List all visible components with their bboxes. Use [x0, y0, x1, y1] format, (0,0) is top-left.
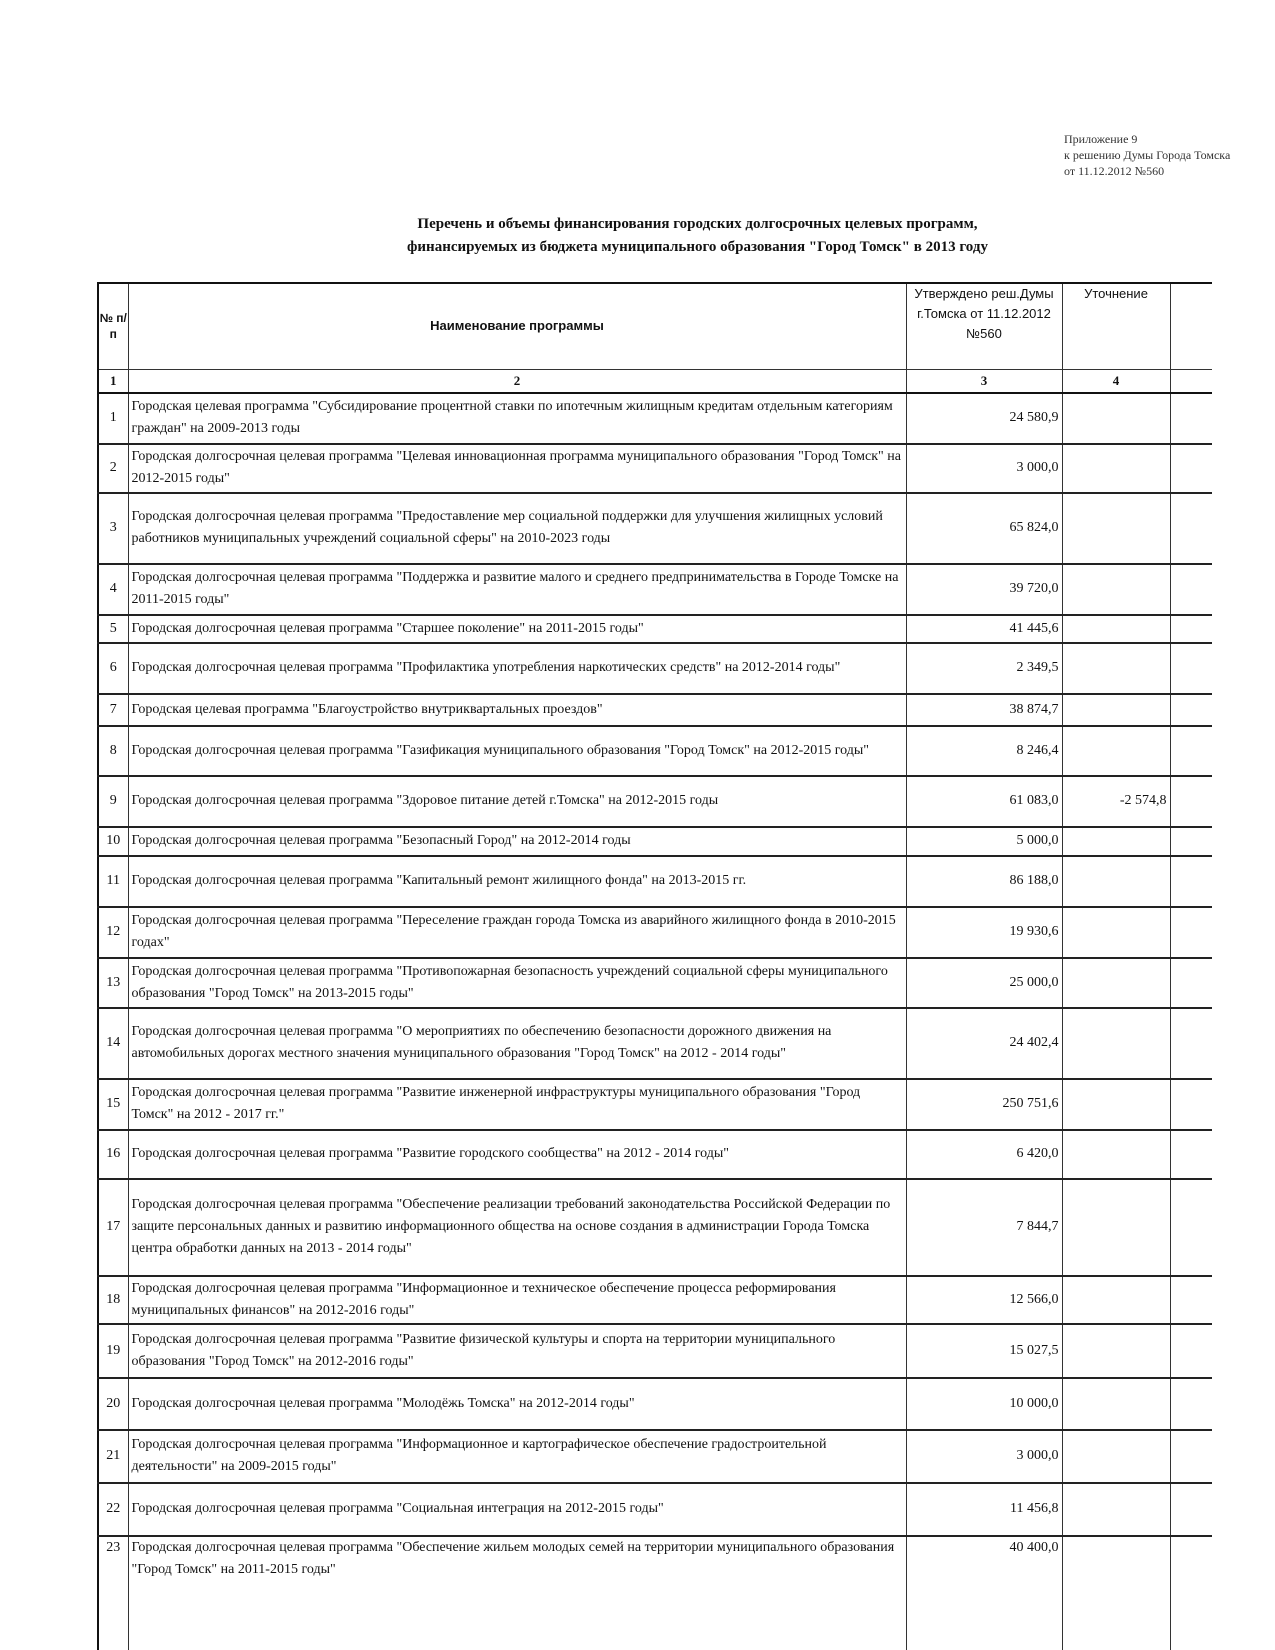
column-number: 3 — [906, 369, 1062, 393]
row-number: 2 — [98, 444, 128, 493]
table-row — [98, 1008, 1212, 1079]
header-approved: Утверждено реш.Думы г.Томска от 11.12.2012 №560 — [906, 283, 1062, 369]
extra-cell — [1170, 856, 1212, 907]
program-name: Городская долгосрочная целевая программа "Обеспечение жильем молодых семей на территории муниципального образования "Город Томск" на 2011-2015 годы" — [128, 1536, 906, 1650]
header-change: Уточнение — [1062, 283, 1170, 369]
program-name: Городская долгосрочная целевая программа "Развитие физической культуры и спорта на территории муниципального образования "Город Томск" на 2012-2016 годы" — [128, 1324, 906, 1378]
change-amount — [1062, 493, 1170, 564]
table-row — [98, 444, 1212, 493]
header-extra — [1170, 283, 1212, 369]
extra-cell — [1170, 493, 1212, 564]
header-number: № п/п — [98, 283, 128, 369]
table-row — [98, 1079, 1212, 1130]
extra-cell — [1170, 444, 1212, 493]
approved-amount: 11 456,8 — [906, 1483, 1062, 1536]
change-amount — [1062, 393, 1170, 444]
column-number — [1170, 369, 1212, 393]
table-row — [98, 1536, 1212, 1650]
row-number: 15 — [98, 1079, 128, 1130]
approved-amount: 10 000,0 — [906, 1378, 1062, 1430]
column-number-row — [98, 369, 1212, 393]
change-amount — [1062, 1008, 1170, 1079]
header-row — [98, 283, 1212, 369]
extra-cell — [1170, 1130, 1212, 1179]
program-name: Городская долгосрочная целевая программа "Информационное и техническое обеспечение процесса реформирования муниципальных финансов" на 2012-2016 годы" — [128, 1276, 906, 1324]
extra-cell — [1170, 726, 1212, 776]
row-number: 14 — [98, 1008, 128, 1079]
approved-amount: 5 000,0 — [906, 827, 1062, 856]
header-name: Наименование программы — [128, 283, 906, 369]
table-row — [98, 776, 1212, 827]
approved-amount: 3 000,0 — [906, 444, 1062, 493]
row-number: 11 — [98, 856, 128, 907]
program-name: Городская долгосрочная целевая программа "Молодёжь Томска" на 2012-2014 годы" — [128, 1378, 906, 1430]
change-amount — [1062, 958, 1170, 1008]
change-amount — [1062, 1536, 1170, 1650]
row-number: 12 — [98, 907, 128, 958]
extra-cell — [1170, 907, 1212, 958]
change-amount — [1062, 1079, 1170, 1130]
change-amount — [1062, 1324, 1170, 1378]
change-amount — [1062, 1483, 1170, 1536]
table-row — [98, 694, 1212, 726]
column-number: 2 — [128, 369, 906, 393]
appendix-line: от 11.12.2012 №560 — [1064, 164, 1165, 178]
row-number: 9 — [98, 776, 128, 827]
row-number: 4 — [98, 564, 128, 615]
change-amount — [1062, 1179, 1170, 1276]
extra-cell — [1170, 1378, 1212, 1430]
row-number: 16 — [98, 1130, 128, 1179]
approved-amount: 86 188,0 — [906, 856, 1062, 907]
program-name: Городская долгосрочная целевая программа "Профилактика употребления наркотических средств" на 2012-2014 годы" — [128, 643, 906, 694]
table-row — [98, 1378, 1212, 1430]
column-number: 4 — [1062, 369, 1170, 393]
approved-amount: 24 580,9 — [906, 393, 1062, 444]
row-number: 13 — [98, 958, 128, 1008]
row-number: 7 — [98, 694, 128, 726]
extra-cell — [1170, 1179, 1212, 1276]
table-row — [98, 493, 1212, 564]
extra-cell — [1170, 776, 1212, 827]
extra-cell — [1170, 827, 1212, 856]
extra-cell — [1170, 1276, 1212, 1324]
column-number: 1 — [98, 369, 128, 393]
program-name: Городская долгосрочная целевая программа "Газификация муниципального образования "Город Томск" на 2012-2015 годы" — [128, 726, 906, 776]
extra-cell — [1170, 1536, 1212, 1650]
extra-cell — [1170, 1008, 1212, 1079]
approved-amount: 12 566,0 — [906, 1276, 1062, 1324]
program-name: Городская целевая программа "Субсидирование процентной ставки по ипотечным жилищным кредитам отдельным категориям граждан" на 2009-2013 годы — [128, 393, 906, 444]
table-row — [98, 1276, 1212, 1324]
table-row — [98, 958, 1212, 1008]
table-row — [98, 726, 1212, 776]
extra-cell — [1170, 1324, 1212, 1378]
program-name: Городская долгосрочная целевая программа "Безопасный Город" на 2012-2014 годы — [128, 827, 906, 856]
program-name: Городская целевая программа "Благоустройство внутриквартальных проездов" — [128, 694, 906, 726]
approved-amount: 39 720,0 — [906, 564, 1062, 615]
table-row — [98, 856, 1212, 907]
approved-amount: 38 874,7 — [906, 694, 1062, 726]
row-number: 22 — [98, 1483, 128, 1536]
approved-amount: 41 445,6 — [906, 615, 1062, 643]
extra-cell — [1170, 643, 1212, 694]
program-name: Городская долгосрочная целевая программа "Социальная интеграция на 2012-2015 годы" — [128, 1483, 906, 1536]
program-name: Городская долгосрочная целевая программа "Развитие городского сообщества" на 2012 - 2014 годы" — [128, 1130, 906, 1179]
extra-cell — [1170, 393, 1212, 444]
change-amount — [1062, 643, 1170, 694]
row-number: 10 — [98, 827, 128, 856]
program-name: Городская долгосрочная целевая программа "О мероприятиях по обеспечению безопасности дорожного движения на автомобильных дорогах местного значения муниципального образования "Город Томск" на 2012 - 2014 годы" — [128, 1008, 906, 1079]
change-amount — [1062, 694, 1170, 726]
row-number: 1 — [98, 393, 128, 444]
extra-cell — [1170, 564, 1212, 615]
program-name: Городская долгосрочная целевая программа "Предоставление мер социальной поддержки для улучшения жилищных условий работников муниципальных учреждений социальной сферы" на 2010-2023 годы — [128, 493, 906, 564]
program-name: Городская долгосрочная целевая программа "Капитальный ремонт жилищного фонда" на 2013-2015 гг. — [128, 856, 906, 907]
approved-amount: 19 930,6 — [906, 907, 1062, 958]
program-name: Городская долгосрочная целевая программа "Информационное и картографическое обеспечение градостроительной деятельности" на 2009-2015 годы" — [128, 1430, 906, 1483]
approved-amount: 2 349,5 — [906, 643, 1062, 694]
change-amount — [1062, 1430, 1170, 1483]
program-name: Городская долгосрочная целевая программа "Переселение граждан города Томска из аварийного жилищного фонда в 2010-2015 годах" — [128, 907, 906, 958]
change-amount — [1062, 726, 1170, 776]
appendix-line: к решению Думы Города Томска — [1064, 148, 1231, 162]
change-amount — [1062, 907, 1170, 958]
program-name: Городская долгосрочная целевая программа "Развитие инженерной инфраструктуры муниципального образования "Город Томск" на 2012 - 2017 гг." — [128, 1079, 906, 1130]
table-row — [98, 907, 1212, 958]
title-line: Перечень и объемы финансирования городских долгосрочных целевых программ, — [417, 216, 978, 232]
table-row — [98, 615, 1212, 643]
approved-amount: 7 844,7 — [906, 1179, 1062, 1276]
approved-amount: 65 824,0 — [906, 493, 1062, 564]
change-amount — [1062, 1378, 1170, 1430]
approved-amount: 6 420,0 — [906, 1130, 1062, 1179]
extra-cell — [1170, 1483, 1212, 1536]
row-number: 8 — [98, 726, 128, 776]
program-name: Городская долгосрочная целевая программа "Целевая инновационная программа муниципального образования "Город Томск" на 2012-2015 годы" — [128, 444, 906, 493]
extra-cell — [1170, 1430, 1212, 1483]
change-amount — [1062, 444, 1170, 493]
approved-amount: 40 400,0 — [906, 1536, 1062, 1650]
program-name: Городская долгосрочная целевая программа "Противопожарная безопасность учреждений социальной сферы муниципального образования "Город Томск" на 2013-2015 годы" — [128, 958, 906, 1008]
extra-cell — [1170, 1079, 1212, 1130]
table-row — [98, 1179, 1212, 1276]
row-number: 18 — [98, 1276, 128, 1324]
approved-amount: 8 246,4 — [906, 726, 1062, 776]
table-row — [98, 1483, 1212, 1536]
program-name: Городская долгосрочная целевая программа "Старшее поколение" на 2011-2015 годы" — [128, 615, 906, 643]
table-row — [98, 1130, 1212, 1179]
approved-amount: 25 000,0 — [906, 958, 1062, 1008]
change-amount — [1062, 564, 1170, 615]
change-amount — [1062, 856, 1170, 907]
row-number: 20 — [98, 1378, 128, 1430]
table-row — [98, 643, 1212, 694]
table-row — [98, 1430, 1212, 1483]
table-row — [98, 564, 1212, 615]
row-number: 3 — [98, 493, 128, 564]
table-row — [98, 1324, 1212, 1378]
approved-amount: 3 000,0 — [906, 1430, 1062, 1483]
row-number: 6 — [98, 643, 128, 694]
title-line: финансируемых из бюджета муниципального образования "Город Томск" в 2013 году — [407, 239, 988, 255]
row-number: 21 — [98, 1430, 128, 1483]
table-row — [98, 393, 1212, 444]
table-row — [98, 827, 1212, 856]
approved-amount: 61 083,0 — [906, 776, 1062, 827]
programs-table — [97, 282, 1212, 1650]
program-name: Городская долгосрочная целевая программа "Поддержка и развитие малого и среднего предпринимательства в Городе Томске на 2011-2015 годы" — [128, 564, 906, 615]
change-amount — [1062, 615, 1170, 643]
extra-cell — [1170, 694, 1212, 726]
approved-amount: 15 027,5 — [906, 1324, 1062, 1378]
program-name: Городская долгосрочная целевая программа "Обеспечение реализации требований законодательства Российской Федерации по защите персональных данных и развитию информационного общества на основе создания в администрации Города Томска центра обработки данных на 2013 - 2014 годы" — [128, 1179, 906, 1276]
change-amount — [1062, 827, 1170, 856]
change-amount: -2 574,8 — [1062, 776, 1170, 827]
approved-amount: 250 751,6 — [906, 1079, 1062, 1130]
change-amount — [1062, 1276, 1170, 1324]
program-name: Городская долгосрочная целевая программа "Здоровое питание детей г.Томска" на 2012-2015 годы — [128, 776, 906, 827]
row-number: 17 — [98, 1179, 128, 1276]
row-number: 5 — [98, 615, 128, 643]
approved-amount: 24 402,4 — [906, 1008, 1062, 1079]
row-number: 23 — [98, 1536, 128, 1650]
change-amount — [1062, 1130, 1170, 1179]
extra-cell — [1170, 958, 1212, 1008]
appendix-line: Приложение 9 — [1064, 132, 1138, 146]
extra-cell — [1170, 615, 1212, 643]
row-number: 19 — [98, 1324, 128, 1378]
